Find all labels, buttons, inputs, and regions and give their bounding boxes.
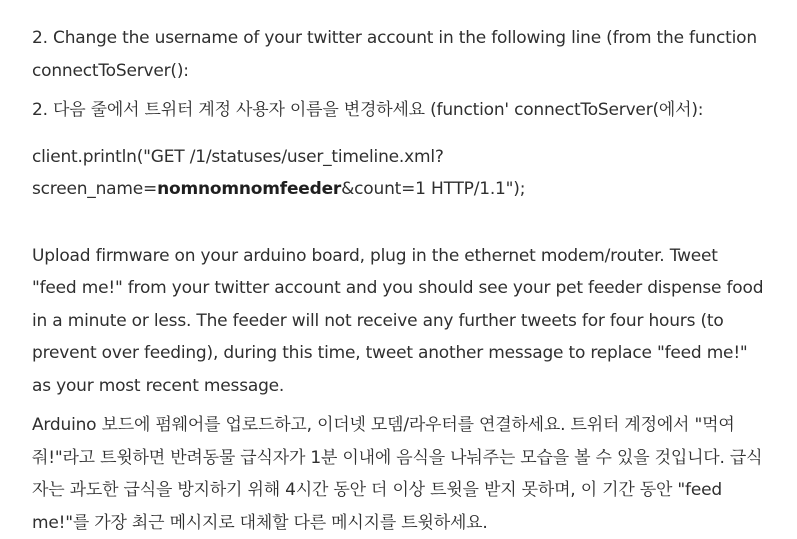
upload-korean: Arduino 보드에 펌웨어를 업로드하고, 이더넷 모뎀/라우터를 연결하세요. 트위터 계정에서 "먹여줘!"라고 트윗하면 반려동물 급식자가 1분 이내에 음식을 나눠주는 모습을 볼 수 있을 것입니다. 급식자는 과도한 급식을 방지하기 위해 4시간 동안 더 이상 트윗을 받지 못하며, 이 기간 동안 "feed me!"를 가장 최근 메시지로 대체할 다른 메시지를 트윗하세요. — [32, 415, 763, 533]
code-suffix: &count=1 HTTP/1.1"); — [341, 179, 526, 199]
code-snippet — [32, 141, 767, 206]
code-username: nomnomnomfeeder — [157, 179, 342, 199]
step2-english: 2. Change the username of your twitter account in the following line (from the function connectToServer(): — [32, 28, 757, 81]
upload-english: Upload firmware on your arduino board, plug in the ethernet modem/router. Tweet "feed me!" from your twitter account and you should see your pet feeder dispense food in a minute or less. The feeder will not receive any further tweets for four hours (to prevent over feeding), during this time, tweet another message to replace "feed me!" as your most recent message. — [32, 245, 764, 396]
code-line-1: client.println("GET /1/statuses/user_timeline.xml? — [32, 146, 444, 167]
step2-korean: 2. 다음 줄에서 트위터 계정 사용자 이름을 변경하세요 (function' connectToServer(에서): — [32, 100, 704, 120]
code-screen-name-prefix: screen_name= — [32, 179, 158, 199]
